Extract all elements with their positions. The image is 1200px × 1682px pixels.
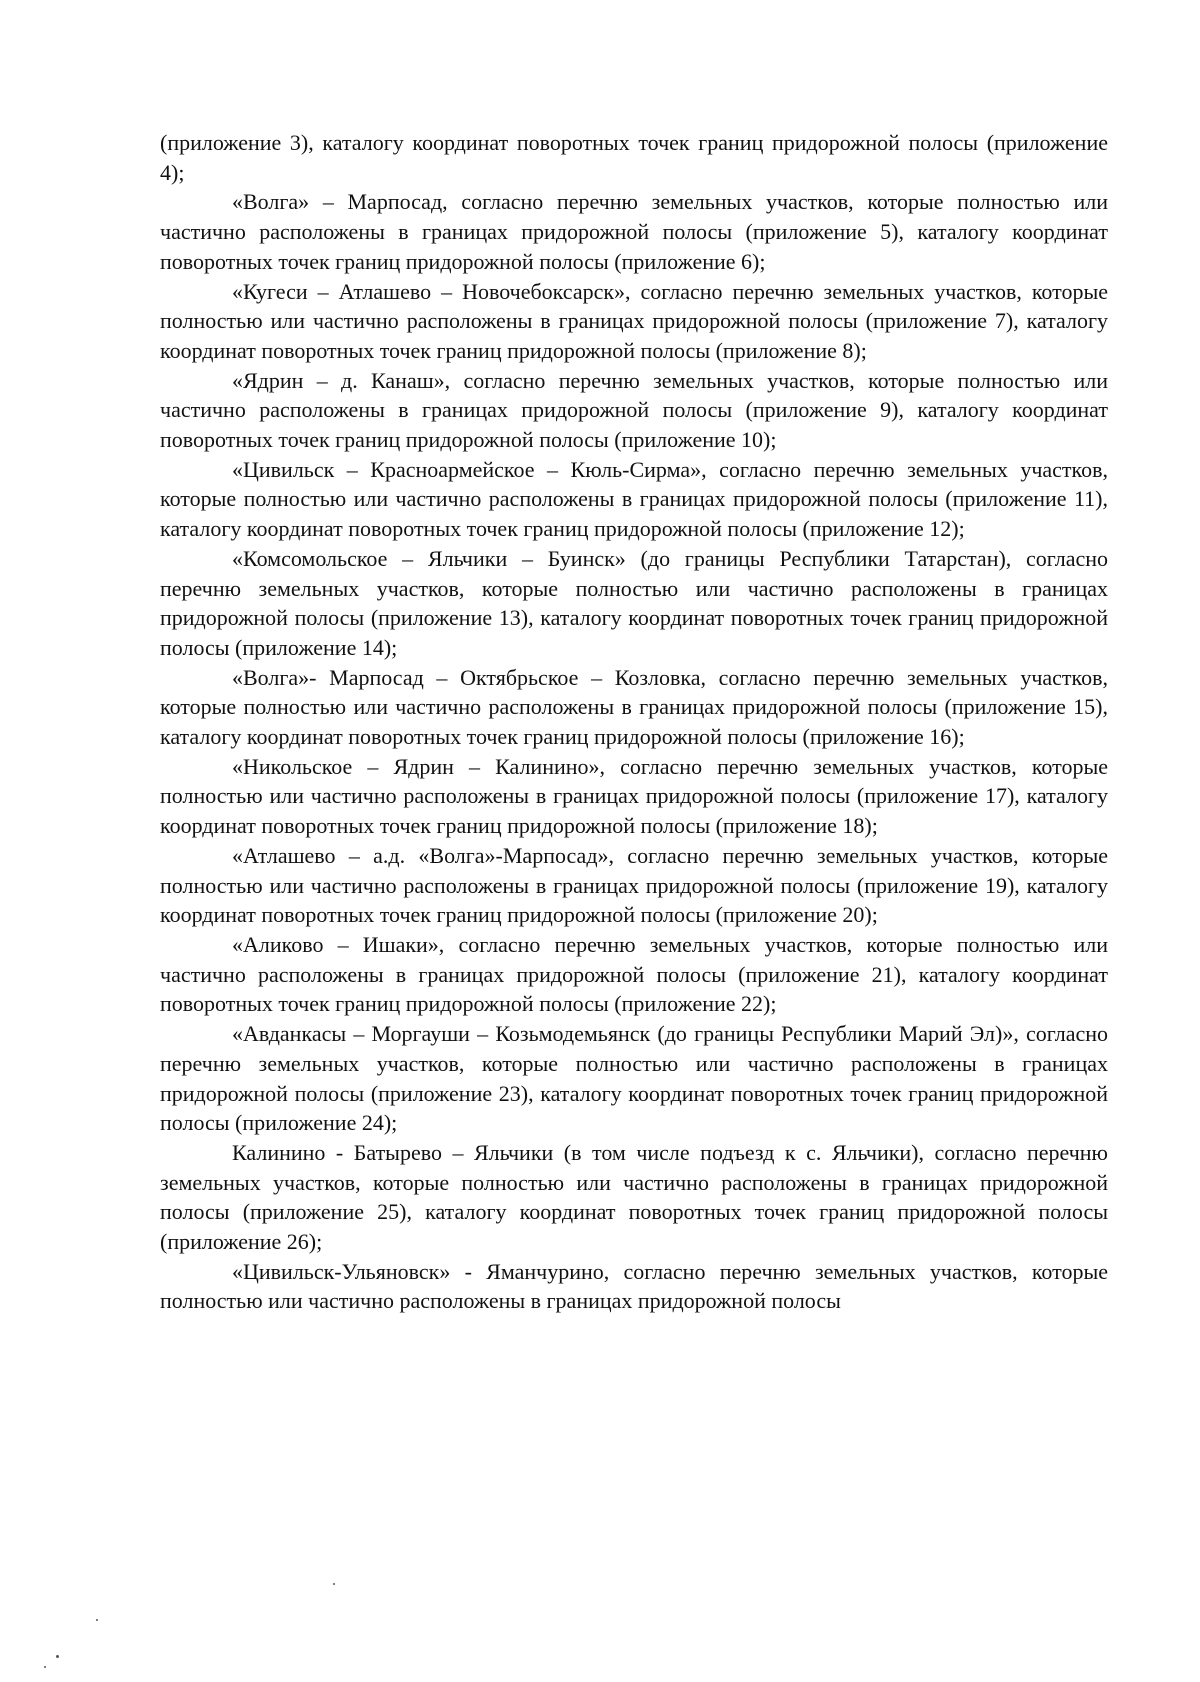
paragraph-alikovo-ishaki: «Аликово – Ишаки», согласно перечню земельных участков, которые полностью или частично расположены в границах придорожной полосы (приложение 21), каталогу координат поворотных точек границ придорожной полосы (приложение 22);	[160, 931, 1108, 1017]
paragraph-kugesi-atlashevo: «Кугеси – Атлашево – Новочебоксарск», согласно перечню земельных участков, которые полностью или частично расположены в границах придорожной полосы (приложение 7), каталогу координат поворотных точек границ придорожной полосы (приложение 8);	[160, 278, 1108, 363]
document-body	[160, 128, 1108, 1316]
paragraph-avdankasy-kozmodemyansk: «Авданкасы – Моргауши – Козьмодемьянск (до границы Республики Марий Эл)», согласно перечню земельных участков, которые полностью или частично расположены в границах придорожной полосы (приложение 23), каталогу координат поворотных точек границ придорожной полосы (приложение 24);	[160, 1021, 1108, 1136]
paragraph-volga-marposad: «Волга» – Марпосад, согласно перечню земельных участков, которые полностью или частично расположены в границах придорожной полосы (приложение 5), каталогу координат поворотных точек границ придорожной полосы (приложение 6);	[160, 189, 1108, 274]
paragraph-nikolskoe-kalinino: «Никольское – Ядрин – Калинино», согласно перечню земельных участков, которые полностью или частично расположены в границах придорожной полосы (приложение 17), каталогу координат поворотных точек границ придорожной полосы (приложение 18);	[160, 753, 1108, 839]
paragraph-kalinino-batyrevo: Калинино - Батырево – Яльчики (в том числе подъезд к с. Яльчики), согласно перечню земельных участков, которые полностью или частично расположены в границах придорожной полосы (приложение 25), каталогу координат поворотных точек границ придорожной полосы (приложение 26);	[160, 1139, 1108, 1255]
paragraph-continuation: (приложение 3), каталогу координат поворотных точек границ придорожной полосы (приложение 4);	[160, 130, 1108, 185]
paragraph-tsivilsk-ulyanovsk: «Цивильск-Ульяновск» - Яманчурино, согласно перечню земельных участков, которые полностью или частично расположены в границах придорожной полосы	[160, 1258, 1108, 1314]
scan-speck	[44, 1666, 46, 1668]
paragraph-volga-kozlovka: «Волга»- Марпосад – Октябрьское – Козловка, согласно перечню земельных участков, которые полностью или частично расположены в границах придорожной полосы (приложение 15), каталогу координат поворотных точек границ придорожной полосы (приложение 16);	[160, 664, 1108, 750]
scan-speck	[56, 1655, 59, 1658]
paragraph-tsivilsk-krasnoarmeyskoe: «Цивильск – Красноармейское – Кюль-Сирма», согласно перечню земельных участков, которые полностью или частично расположены в границах придорожной полосы (приложение 11), каталогу координат поворотных точек границ придорожной полосы (приложение 12);	[160, 456, 1108, 542]
paragraph-komsomolskoe-yalchiki: «Комсомольское – Яльчики – Буинск» (до границы Республики Татарстан), согласно перечню земельных участков, которые полностью или частично расположены в границах придорожной полосы (приложение 13), каталогу координат поворотных точек границ придорожной полосы (приложение 14);	[160, 545, 1108, 660]
paragraph-atlashevo-volga: «Атлашево – а.д. «Волга»-Марпосад», согласно перечню земельных участков, которые полностью или частично расположены в границах придорожной полосы (приложение 19), каталогу координат поворотных точек границ придорожной полосы (приложение 20);	[160, 842, 1108, 928]
paragraph-yadrin-kanash: «Ядрин – д. Канаш», согласно перечню земельных участков, которые полностью или частично расположены в границах придорожной полосы (приложение 9), каталогу координат поворотных точек границ придорожной полосы (приложение 10);	[160, 367, 1108, 453]
scan-speck	[333, 1583, 335, 1585]
scan-speck	[96, 1619, 98, 1621]
